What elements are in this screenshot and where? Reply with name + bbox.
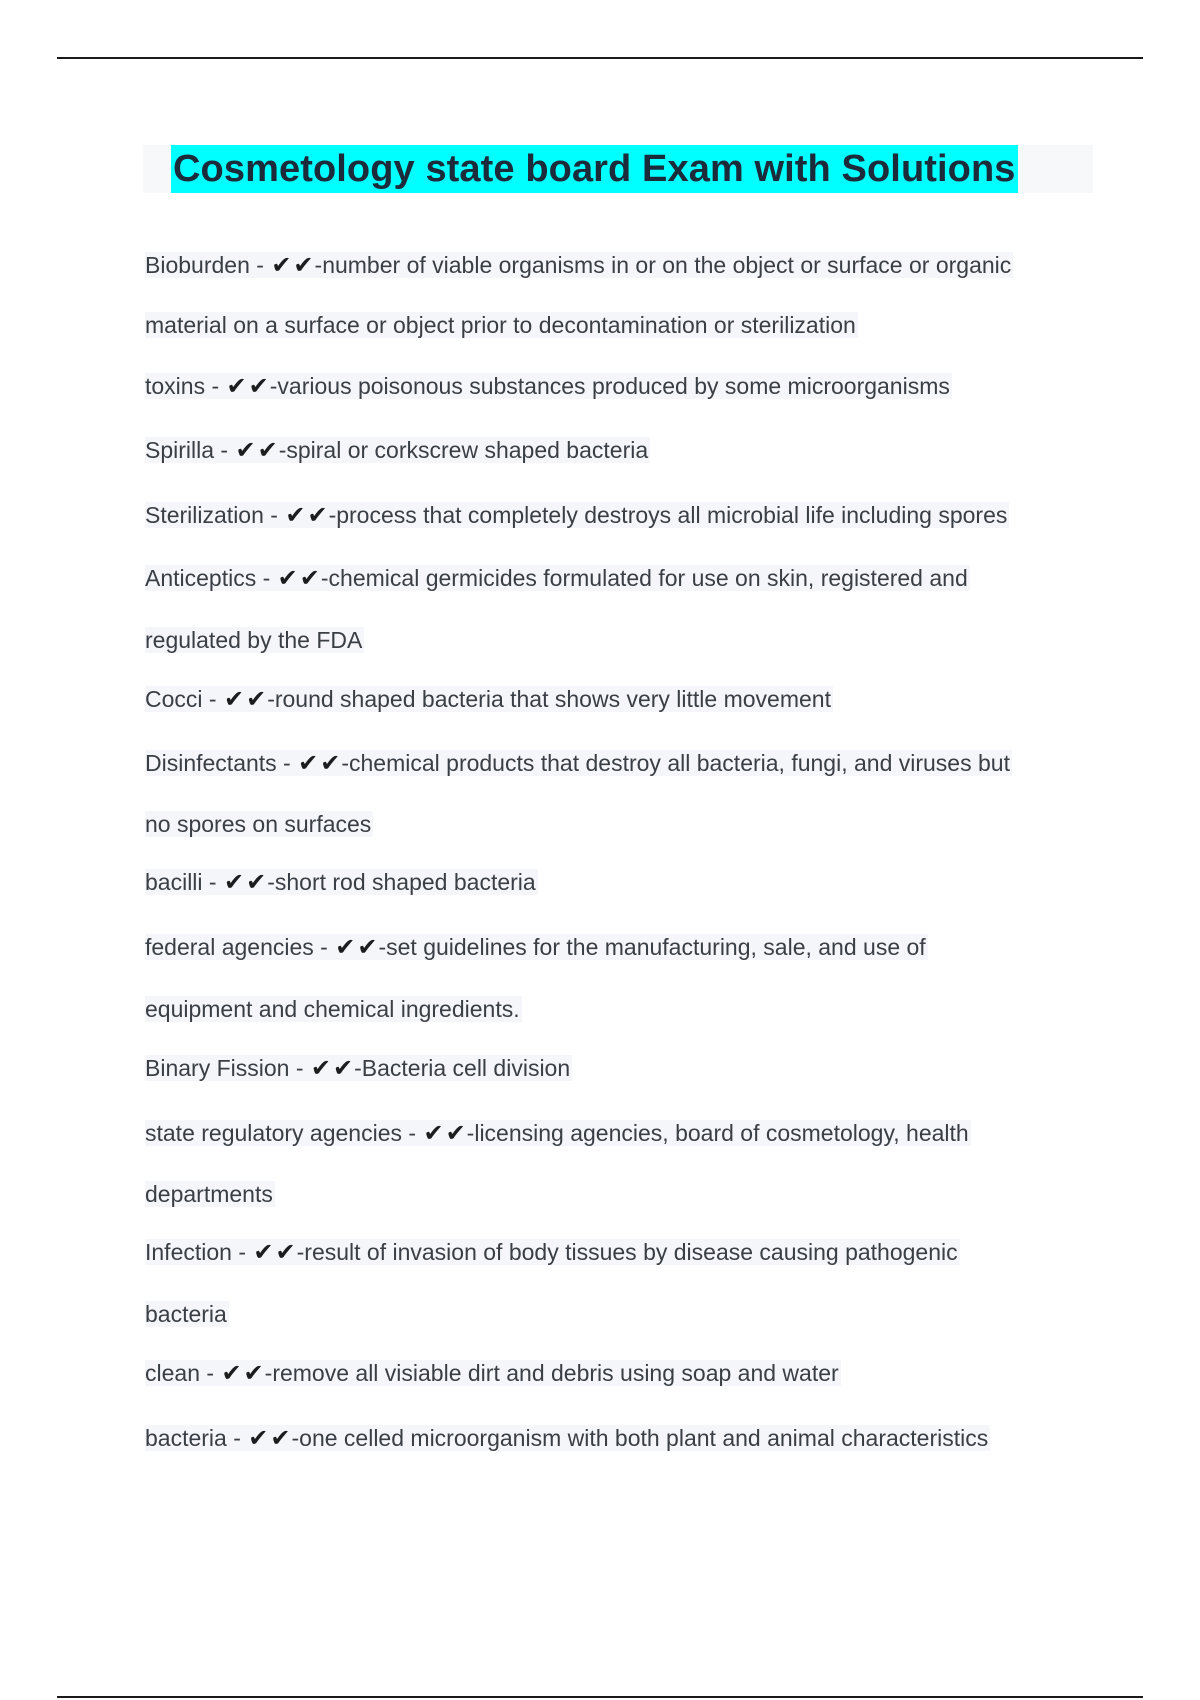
entry-continuation: bacteria [145, 1301, 227, 1327]
check-icon: ✔ [223, 685, 245, 713]
check-icon: ✔ [243, 1359, 264, 1387]
check-icon: ✔ [445, 1119, 466, 1147]
entry-definition: -process that completely destroys all microbial life including spores [328, 502, 1008, 528]
page-title: Cosmetology state board Exam with Solutions [171, 145, 1018, 193]
entry-disinfectants: Disinfectants - ✔✔-chemical products that destroy all bacteria, fungi, and viruses but [145, 746, 1012, 780]
entry-bacteria: bacteria - ✔✔-one celled microorganism with both plant and animal characteristics [145, 1421, 990, 1455]
check-icon: ✔ [307, 501, 328, 529]
entry-toxins: toxins - ✔✔-various poisonous substances produced by some microorganisms [145, 369, 952, 403]
entry-term: clean [145, 1360, 200, 1386]
entry-term: bacteria [145, 1425, 227, 1451]
entry-term: Binary Fission [145, 1055, 290, 1081]
entry-definition: -result of invasion of body tissues by disease causing pathogenic [296, 1239, 958, 1265]
check-icon: ✔ [299, 564, 320, 592]
check-icon: ✔ [298, 749, 319, 777]
check-icon: ✔ [257, 436, 278, 464]
entry-clean: clean - ✔✔-remove all visiable dirt and debris using soap and water [145, 1356, 841, 1390]
entry-anticeptics: Anticeptics - ✔✔-chemical germicides formulated for use on skin, registered and [145, 561, 970, 595]
check-icon: ✔ [335, 933, 356, 961]
entry-term: toxins [145, 373, 206, 399]
entry-term: Spirilla [145, 437, 215, 463]
entry-federal-agencies: federal agencies - ✔✔-set guidelines for the manufacturing, sale, and use of [145, 930, 928, 964]
footer-rule [57, 1696, 1143, 1698]
entry-term: Bioburden [145, 252, 250, 278]
check-icon: ✔ [293, 251, 314, 279]
entry-term: state regulatory agencies [145, 1120, 402, 1146]
check-icon: ✔ [253, 1238, 274, 1266]
check-icon: ✔ [221, 1359, 242, 1387]
entry-term: Anticeptics [145, 565, 257, 591]
check-icon: ✔ [235, 436, 256, 464]
entry-bacilli: bacilli - ✔✔-short rod shaped bacteria [145, 865, 538, 899]
entry-continuation: equipment and chemical ingredients. [145, 996, 520, 1022]
check-icon: ✔ [285, 501, 306, 529]
entry-sterilization: Sterilization - ✔✔-process that completely destroys all microbial life including spores [145, 498, 1009, 532]
entry-definition: -licensing agencies, board of cosmetology, health [466, 1120, 969, 1146]
check-icon: ✔ [271, 251, 292, 279]
check-icon: ✔ [275, 1238, 296, 1266]
entry-definition: -chemical germicides formulated for use on skin, registered and [320, 565, 968, 591]
check-icon: ✔ [357, 933, 378, 961]
entry-definition: -one celled microorganism with both plant and animal characteristics [291, 1425, 989, 1451]
entry-continuation: regulated by the FDA [145, 627, 363, 653]
entry-term: Cocci [145, 686, 203, 712]
entry-definition: -Bacteria cell division [354, 1055, 571, 1081]
entry-definition: -chemical products that destroy all bacteria, fungi, and viruses but [341, 750, 1010, 776]
entry-cocci: Cocci - ✔✔-round shaped bacteria that shows very little movement [145, 682, 833, 716]
entry-binary-fission: Binary Fission - ✔✔-Bacteria cell division [145, 1051, 572, 1085]
entry-term: bacilli [145, 869, 203, 895]
entry-spirilla: Spirilla - ✔✔-spiral or corkscrew shaped bacteria [145, 433, 650, 467]
entry-term: Infection [145, 1239, 232, 1265]
entry-continuation: no spores on surfaces [145, 811, 372, 837]
check-icon: ✔ [423, 1119, 444, 1147]
entry-definition: -various poisonous substances produced by some microorganisms [269, 373, 950, 399]
check-icon: ✔ [320, 749, 341, 777]
entry-infection: Infection - ✔✔-result of invasion of body tissues by disease causing pathogenic [145, 1235, 960, 1269]
check-icon: ✔ [333, 1054, 354, 1082]
entry-definition: -spiral or corkscrew shaped bacteria [278, 437, 649, 463]
entry-definition: -round shaped bacteria that shows very little movement [267, 686, 831, 712]
check-icon: ✔ [246, 868, 267, 896]
entry-definition: -remove all visiable dirt and debris using soap and water [264, 1360, 839, 1386]
entry-term: Disinfectants [145, 750, 277, 776]
entry-state-regulatory-agencies: state regulatory agencies - ✔✔-licensing agencies, board of cosmetology, health [145, 1116, 971, 1150]
check-icon: ✔ [226, 372, 247, 400]
check-icon: ✔ [223, 868, 245, 896]
entry-continuation: departments [145, 1181, 273, 1207]
entry-term: federal agencies [145, 934, 314, 960]
check-icon: ✔ [248, 1424, 269, 1452]
entry-definition: -short rod shaped bacteria [267, 869, 536, 895]
entry-definition: -number of viable organisms in or on the object or surface or organic [314, 252, 1012, 278]
entry-definition: -set guidelines for the manufacturing, sale, and use of [378, 934, 926, 960]
check-icon: ✔ [270, 1424, 291, 1452]
entry-continuation: material on a surface or object prior to decontamination or sterilization [145, 312, 856, 338]
entry-bioburden: Bioburden - ✔✔-number of viable organisms in or on the object or surface or organic [145, 248, 1013, 282]
check-icon: ✔ [277, 564, 298, 592]
entry-term: Sterilization [145, 502, 264, 528]
check-icon: ✔ [246, 685, 267, 713]
check-icon: ✔ [310, 1054, 331, 1082]
check-icon: ✔ [248, 372, 269, 400]
